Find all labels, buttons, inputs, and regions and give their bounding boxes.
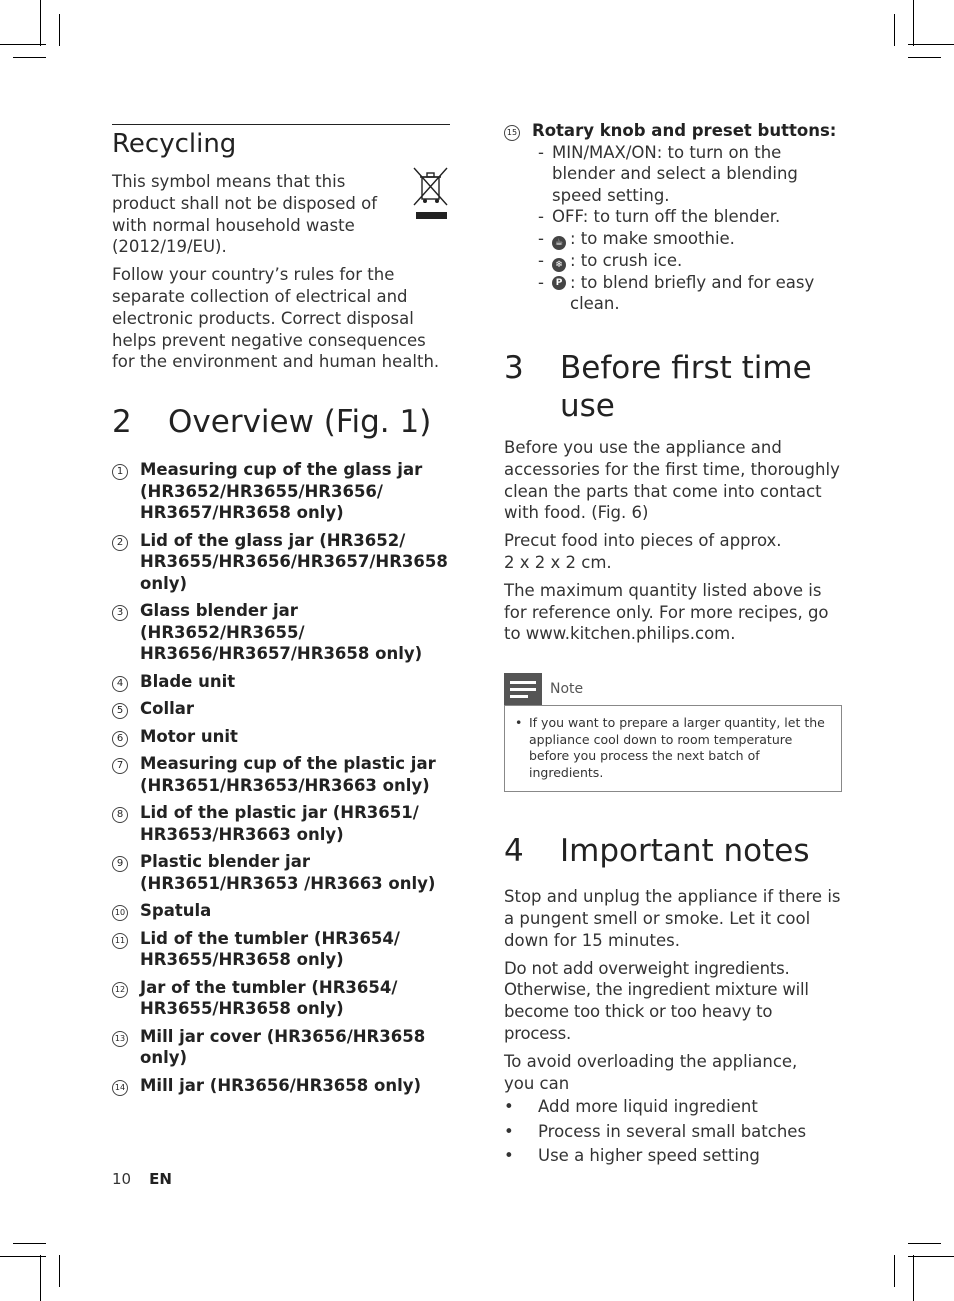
bullet-icon: • bbox=[504, 1146, 514, 1166]
section-rule bbox=[112, 124, 450, 125]
function-text: : to crush ice. bbox=[570, 250, 683, 270]
list-item bbox=[112, 851, 450, 894]
list-item-text: Use a higher speed setting bbox=[538, 1146, 760, 1166]
crop-mark bbox=[894, 1255, 895, 1287]
list-item bbox=[112, 928, 450, 971]
item-number: 13 bbox=[112, 1031, 128, 1047]
item-number: 11 bbox=[112, 933, 128, 949]
bullet-icon: • bbox=[504, 1121, 514, 1141]
page-number: 10 bbox=[112, 1170, 132, 1188]
item-label: Jar of the tumbler (HR3654/ HR3655/HR3658 only) bbox=[140, 977, 398, 1019]
function-text: MIN/MAX/ON: to turn on the blender and select a blending speed setting. bbox=[552, 142, 798, 205]
function-text: : to blend briefly and for easy clean. bbox=[570, 272, 815, 314]
crop-mark bbox=[13, 57, 46, 58]
important-heading bbox=[504, 832, 842, 870]
list-item bbox=[112, 671, 450, 693]
item-label: Measuring cup of the plastic jar (HR3651/HR3653/HR3663 only) bbox=[140, 754, 436, 795]
crop-mark bbox=[908, 57, 941, 58]
recycling-paragraph: This symbol means that this product shall not be disposed of with normal household waste (2012/19/EU). bbox=[112, 172, 378, 257]
item-label: Measuring cup of the glass jar (HR3652/HR3655/HR3656/ HR3657/HR3658 only) bbox=[140, 460, 423, 523]
list-item bbox=[112, 900, 450, 922]
note-header bbox=[504, 673, 842, 705]
precut-line-1: Precut food into pieces of approx. bbox=[504, 531, 782, 551]
recycling-heading: Recycling bbox=[112, 129, 237, 159]
item-label: Blade unit bbox=[140, 671, 236, 691]
item-label: Lid of the plastic jar (HR3651/ HR3653/HR3663 only) bbox=[140, 803, 419, 844]
list-item bbox=[112, 1026, 450, 1069]
ice-crush-icon: ❄ bbox=[552, 258, 566, 272]
page-footer bbox=[112, 1170, 172, 1188]
important-paragraph: Stop and unplug the appliance if there is a pungent smell or smoke. Let it cool down for 15 minutes. bbox=[504, 887, 841, 950]
tips-list bbox=[504, 1095, 842, 1169]
pulse-p-icon: P bbox=[552, 276, 566, 290]
knob-functions bbox=[538, 142, 842, 316]
before-use-heading bbox=[504, 349, 842, 425]
crop-mark bbox=[908, 1256, 954, 1257]
item-number: 9 bbox=[112, 856, 128, 872]
list-item bbox=[504, 120, 842, 142]
list-item bbox=[504, 1095, 842, 1120]
item-label: Mill jar cover (HR3656/HR3658 only) bbox=[140, 1026, 426, 1068]
parts-list bbox=[112, 459, 450, 1096]
list-item-text: Add more liquid ingredient bbox=[538, 1097, 758, 1117]
parts-list-continued bbox=[504, 120, 842, 142]
section-number: 2 bbox=[112, 404, 132, 441]
note-box bbox=[504, 705, 842, 792]
crop-mark bbox=[59, 1255, 60, 1287]
item-number: 2 bbox=[112, 535, 128, 551]
crop-mark bbox=[913, 0, 914, 46]
section-number: 4 bbox=[504, 833, 524, 870]
function-text: OFF: to turn off the blender. bbox=[552, 207, 781, 227]
overview-heading bbox=[112, 403, 450, 441]
function-line: - ☕ : to make smoothie. bbox=[538, 228, 735, 248]
section-title: Important notes bbox=[560, 833, 810, 870]
important-paragraph: To avoid overloading the appliance, you can bbox=[504, 1051, 798, 1093]
item-label: Lid of the glass jar (HR3652/ HR3655/HR3656/HR3657/HR3658 only) bbox=[140, 530, 448, 593]
item-number: 5 bbox=[112, 703, 128, 719]
item-label: Plastic blender jar (HR3651/HR3653 /HR3663 only) bbox=[140, 852, 436, 893]
item-label: Rotary knob and preset buttons: bbox=[532, 121, 837, 140]
crop-mark bbox=[59, 14, 60, 46]
item-number: 10 bbox=[112, 905, 128, 921]
list-item bbox=[112, 726, 450, 748]
crop-mark bbox=[908, 44, 954, 45]
precut-line-2: 2 x 2 x 2 cm. bbox=[504, 553, 612, 573]
list-item bbox=[112, 459, 450, 524]
item-number: 7 bbox=[112, 758, 128, 774]
item-label: Mill jar (HR3656/HR3658 only) bbox=[140, 1075, 422, 1095]
before-use-paragraph: Before you use the appliance and accessories for the first time, thoroughly clean the parts that come into contact with food. (Fig. 6) bbox=[504, 438, 840, 523]
function-line: - P : to blend briefly and for easy clean. bbox=[538, 272, 842, 315]
list-item bbox=[112, 698, 450, 720]
item-number: 6 bbox=[112, 731, 128, 747]
list-item bbox=[504, 1144, 842, 1169]
list-item bbox=[112, 600, 450, 665]
item-label: Glass blender jar (HR3652/HR3655/ HR3656/HR3657/HR3658 only) bbox=[140, 601, 423, 664]
crop-mark bbox=[13, 1243, 46, 1244]
list-item bbox=[112, 977, 450, 1020]
item-number: 15 bbox=[504, 125, 520, 141]
item-number: 1 bbox=[112, 464, 128, 480]
list-item-text: Process in several small batches bbox=[538, 1121, 807, 1141]
crop-mark bbox=[40, 1255, 41, 1301]
crop-mark bbox=[908, 1243, 941, 1244]
function-line: - ❄ : to crush ice. bbox=[538, 250, 683, 270]
note-text: If you want to prepare a larger quantity, let the appliance cool down to room temperature before you process the next batch of ingredients. bbox=[529, 715, 825, 780]
note-block bbox=[504, 673, 842, 792]
bullet-icon: • bbox=[515, 715, 523, 731]
section-title: Overview (Fig. 1) bbox=[168, 404, 432, 441]
crop-mark bbox=[913, 1255, 914, 1301]
section-title: Before first time use bbox=[560, 350, 812, 425]
section-number: 3 bbox=[504, 350, 524, 387]
item-number: 3 bbox=[112, 605, 128, 621]
item-number: 14 bbox=[112, 1080, 128, 1096]
item-number: 4 bbox=[112, 676, 128, 692]
function-text: : to make smoothie. bbox=[570, 228, 735, 248]
bullet-icon: • bbox=[504, 1097, 514, 1117]
item-number: 8 bbox=[112, 807, 128, 823]
language-code: EN bbox=[149, 1170, 172, 1188]
list-item bbox=[504, 1120, 842, 1145]
note-title: Note bbox=[550, 681, 584, 698]
item-label: Motor unit bbox=[140, 726, 238, 746]
max-quantity-paragraph: The maximum quantity listed above is for reference only. For more recipes, go to www.kitchen.philips.com. bbox=[504, 580, 829, 644]
function-line: - MIN/MAX/ON: to turn on the blender and select a blending speed setting. bbox=[538, 142, 842, 207]
item-number: 12 bbox=[112, 982, 128, 998]
list-item bbox=[112, 802, 450, 845]
item-label: Spatula bbox=[140, 901, 212, 921]
function-line: - OFF: to turn off the blender. bbox=[538, 207, 781, 227]
smoothie-icon: ☕ bbox=[552, 236, 566, 250]
left-column bbox=[112, 124, 450, 1102]
list-item bbox=[112, 1075, 450, 1097]
list-item bbox=[112, 753, 450, 796]
important-paragraph: Do not add overweight ingredients. Otherwise, the ingredient mixture will become too thick or too heavy to process. bbox=[504, 958, 809, 1044]
crop-mark bbox=[40, 0, 41, 46]
item-label: Collar bbox=[140, 699, 195, 719]
item-label: Lid of the tumbler (HR3654/ HR3655/HR3658 only) bbox=[140, 928, 400, 970]
crossed-out-bin-icon bbox=[412, 165, 450, 258]
recycling-intro bbox=[112, 171, 450, 258]
list-item bbox=[112, 530, 450, 595]
crop-mark bbox=[894, 14, 895, 46]
right-column bbox=[504, 120, 842, 1169]
recycling-rules-paragraph: Follow your country’s rules for the separate collection of electrical and electronic products. Correct disposal helps prevent negative consequences for the environment and human health. bbox=[112, 265, 440, 372]
note-icon bbox=[504, 673, 542, 705]
